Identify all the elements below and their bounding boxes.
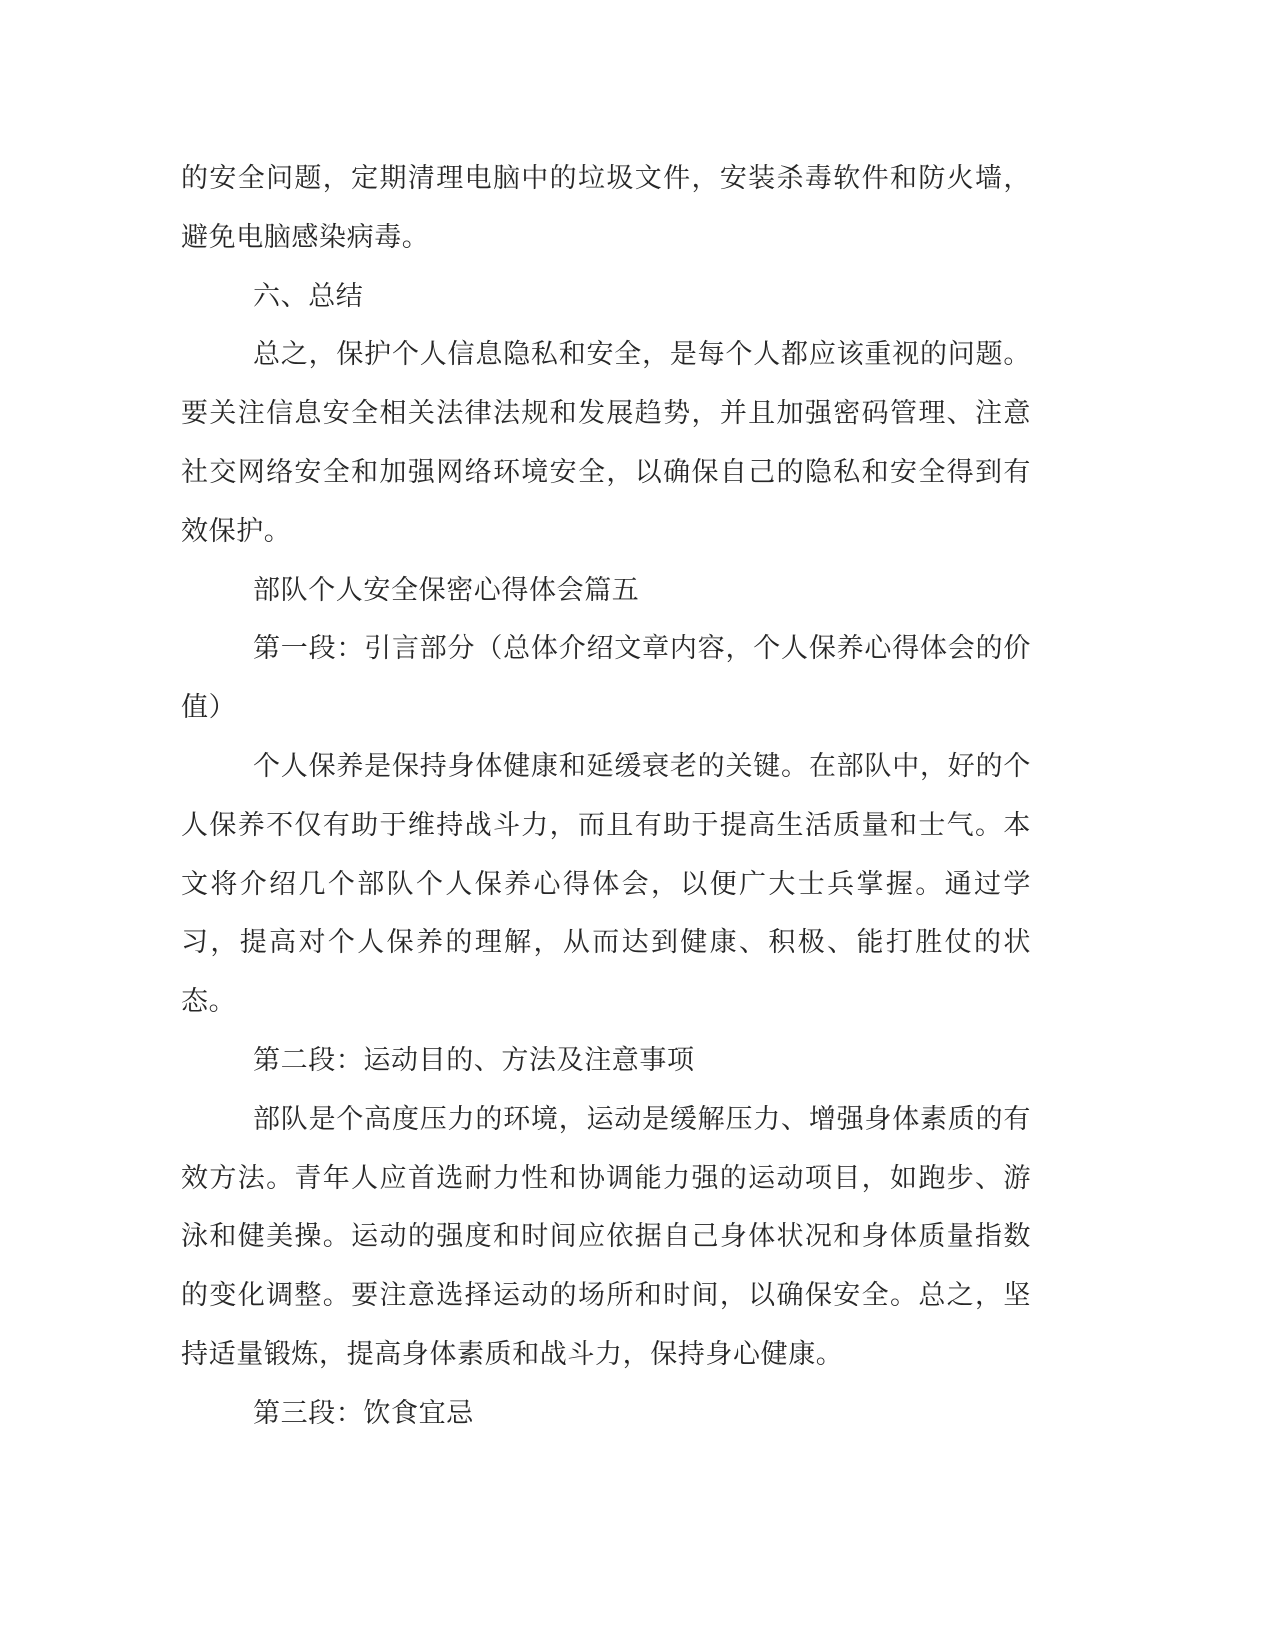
- section-heading-intro: 第一段：引言部分（总体介绍文章内容，个人保养心得体会的价值）: [181, 633, 1031, 724]
- section-heading-diet: 第三段：饮食宜忌: [253, 1397, 474, 1429]
- document-page: [181, 150, 1031, 1444]
- paragraph-continuation: 的安全问题，定期清理电脑中的垃圾文件，安装杀毒软件和防火墙，避免电脑感染病毒。: [181, 163, 1031, 253]
- paragraph-exercise: 部队是个高度压力的环境，运动是缓解压力、增强身体素质的有效方法。青年人应首选耐力性和协调能力强的运动项目，如跑步、游泳和健美操。运动的强度和时间应依据自己身体状况和身体质量指数的变化调整。要注意选择运动的场所和时间，以确保安全。总之，坚持适量锻炼，提高身体素质和战斗力，保持身心健康。: [181, 1103, 1031, 1370]
- paragraph-intro: 个人保养是保持身体健康和延缓衰老的关键。在部队中，好的个人保养不仅有助于维持战斗力，而且有助于提高生活质量和士气。本文将介绍几个部队个人保养心得体会，以便广大士兵掌握。通过学习，提高对个人保养的理解，从而达到健康、积极、能打胜仗的状态。: [181, 750, 1031, 1018]
- paragraph-summary: 总之，保护个人信息隐私和安全，是每个人都应该重视的问题。要关注信息安全相关法律法规和发展趋势，并且加强密码管理、注意社交网络安全和加强网络环境安全，以确保自己的隐私和安全得到有效保护。: [181, 339, 1031, 547]
- article-title: 部队个人安全保密心得体会篇五: [253, 574, 640, 606]
- section-heading-summary: 六、总结: [253, 280, 364, 312]
- section-heading-exercise: 第二段：运动目的、方法及注意事项: [253, 1044, 695, 1076]
